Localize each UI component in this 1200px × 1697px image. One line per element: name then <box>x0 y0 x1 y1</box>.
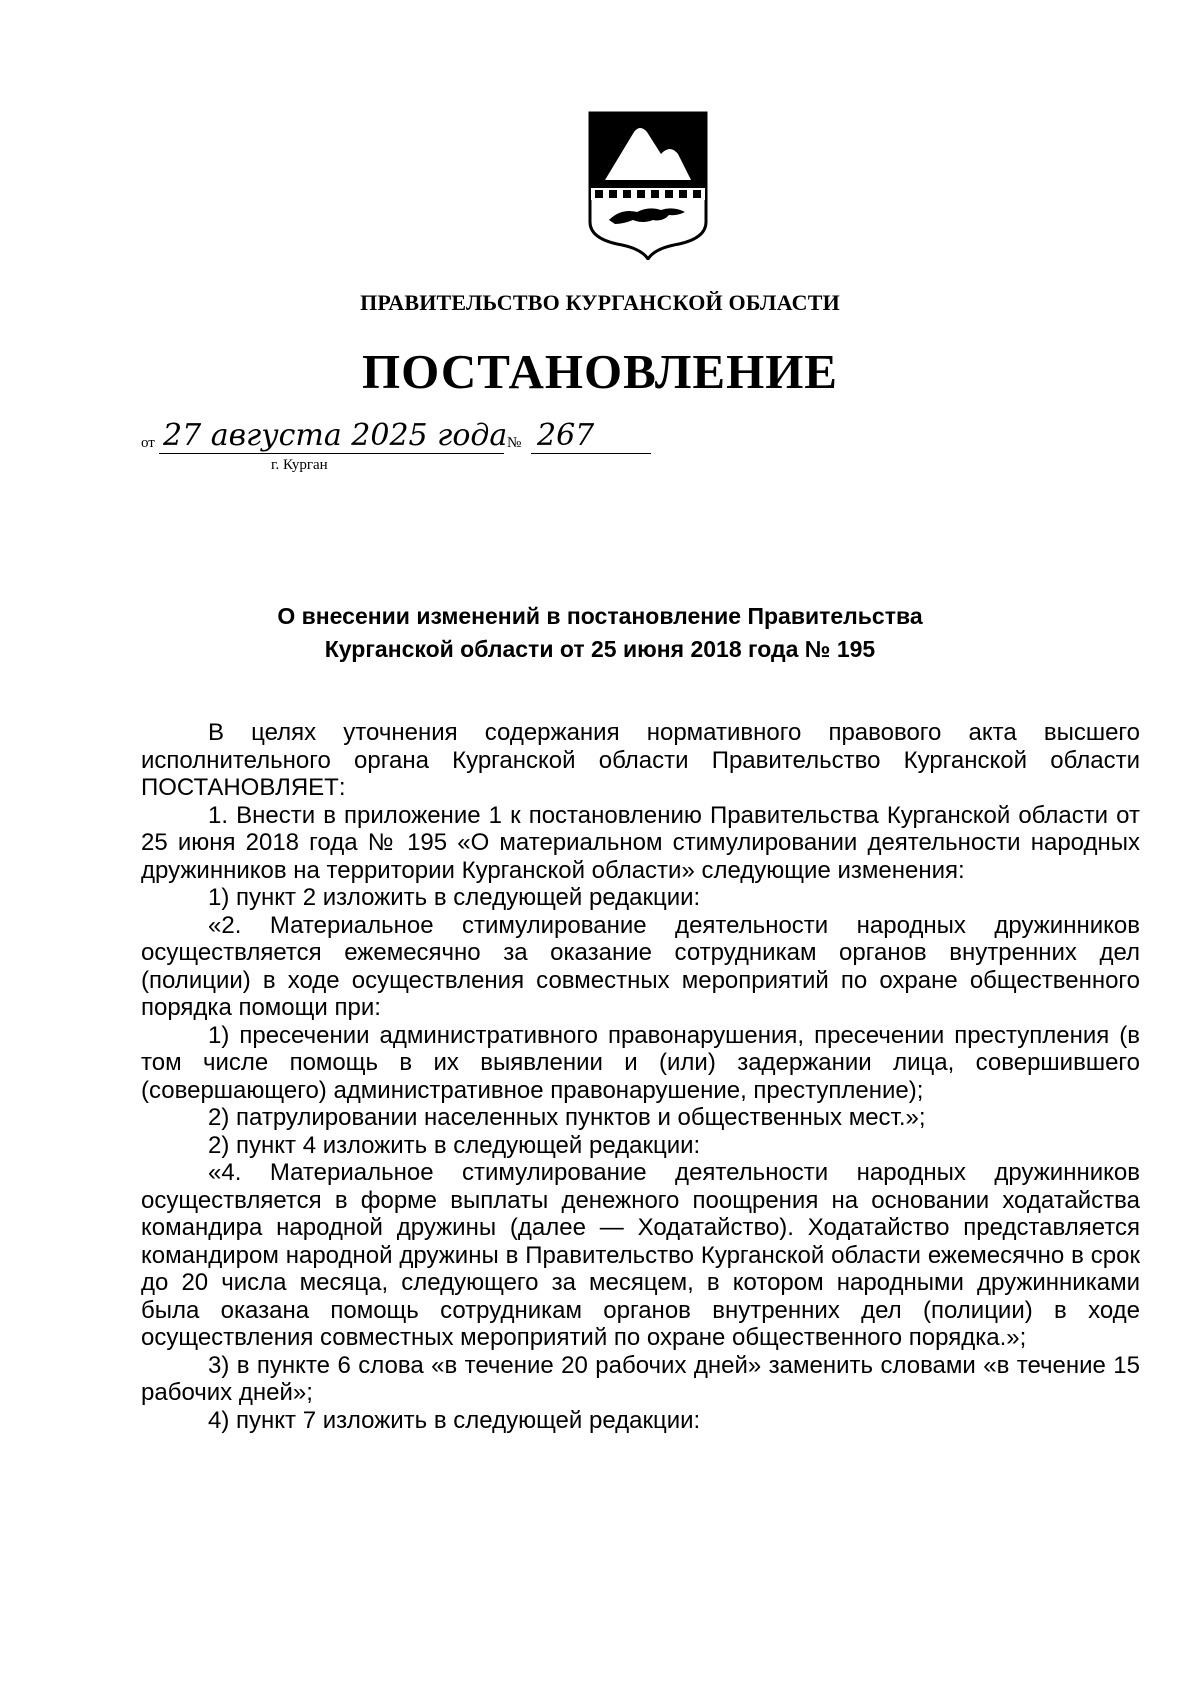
document-type: ПОСТАНОВЛЕНИЕ <box>362 344 838 399</box>
body-paragraph: 1) пункт 2 изложить в следующей редакции: <box>208 884 701 911</box>
coat-of-arms-icon <box>587 110 709 260</box>
government-name: ПРАВИТЕЛЬСТВО КУРГАНСКОЙ ОБЛАСТИ <box>360 290 840 315</box>
handwritten-date: 27 августа 2025 года <box>163 418 508 453</box>
body-paragraph: 1) пресечении административного правонарушения, пресечении преступления (в том числе помощь в их выявлении и (или) задержании лица, совершившего (совершающего) административное правонарушение, преступление); <box>141 1021 1140 1104</box>
body-paragraph: «4. Материальное стимулирование деятельности народных дружинников осуществляется в форме выплаты денежного поощрения на основании ходатайства командира народной дружины (далее — Ходатайство). Ходатайство представляется командиром народной дружины в Правительство Курганской области ежемесячно в срок до 20 числа месяца, следующего за месяцем, в котором народными дружинниками была оказана помощь сотрудникам органов внутренних дел (полиции) в ходе осуществления совместных мероприятий по охране общественного порядка.»; <box>141 1159 1140 1351</box>
body-paragraph: 1. Внести в приложение 1 к постановлению Правительства Курганской области от 25 июня 2018 года № 195 «О материальном стимулировании деятельности народных дружинников на территории Курганской области» следующие изменения: <box>141 801 1140 884</box>
document-title <box>0 600 1200 666</box>
document-body <box>141 719 1140 1434</box>
title-line-1: О внесении изменений в постановление Правительства <box>277 603 923 629</box>
body-paragraph: 3) в пункте 6 слова «в течение 20 рабочих дней» заменить словами «в течение 15 рабочих дней»; <box>141 1351 1140 1406</box>
title-line-2: Курганской области от 25 июня 2018 года № 195 <box>324 636 876 662</box>
body-paragraph: «2. Материальное стимулирование деятельности народных дружинников осуществляется ежемесячно за оказание сотрудникам органов внутренних дел (полиции) в ходе осуществления совместных мероприятий по охране общественного порядка помощи при: <box>141 911 1140 1021</box>
body-paragraph: 4) пункт 7 изложить в следующей редакции: <box>208 1406 701 1434</box>
date-underline <box>159 453 504 454</box>
number-underline <box>531 453 651 454</box>
date-prefix: от <box>141 435 155 451</box>
handwritten-number: 267 <box>537 418 595 453</box>
city-name: г. Курган <box>271 457 328 473</box>
body-paragraph: В целях уточнения содержания нормативного правового акта высшего исполнительного органа Курганской области Правительство Курганской области ПОСТАНОВЛЯЕТ: <box>141 719 1140 801</box>
date-number-line <box>141 418 741 475</box>
body-paragraph: 2) патрулировании населенных пунктов и общественных мест.»; <box>208 1104 926 1131</box>
number-label: № <box>507 435 522 451</box>
body-paragraph: 2) пункт 4 изложить в следующей редакции: <box>208 1131 701 1159</box>
